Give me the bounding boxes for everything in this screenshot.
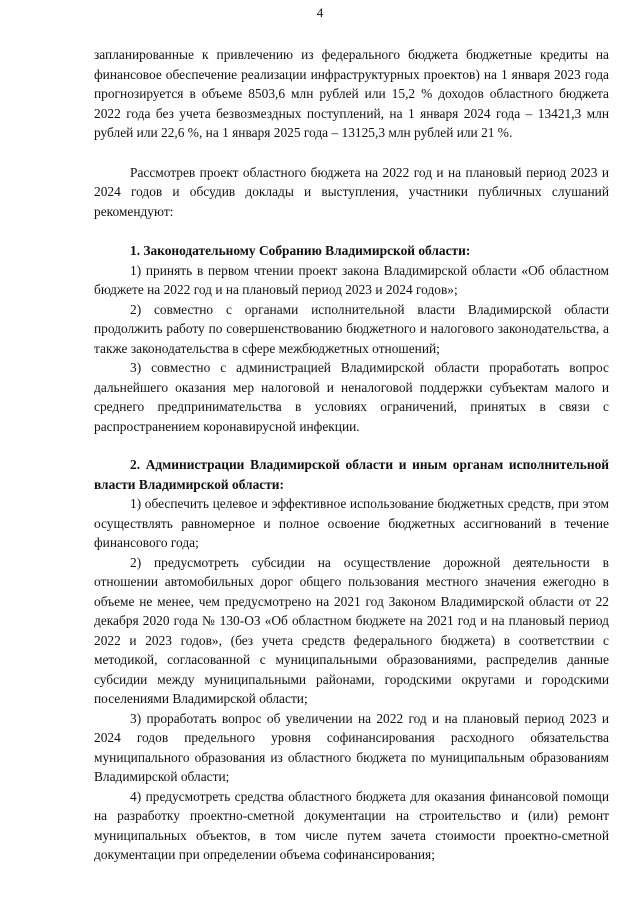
page-number: 4 (316, 5, 324, 20)
paragraph-item-1-2: 2) совместно с органами исполнительной власти Владимирской области продолжить работу по совершенствованию бюджетного и налогового законодательства, а также законодательства в сфере межбюджетных отношений; (94, 301, 609, 356)
heading-legislative-assembly: 1. Законодательному Собранию Владимирской области: (130, 243, 471, 258)
document-body (94, 45, 609, 865)
paragraph-item-2-1: 1) обеспечить целевое и эффективное использование бюджетных средств, при этом осуществлять равномерное и полное освоение бюджетных ассигнований в течение финансового года; (94, 496, 609, 550)
paragraph-debt-forecast: запланированные к привлечению из федерального бюджета бюджетные кредиты на финансовое обеспечение реализации инфраструктурных проектов) на 1 января 2023 года прогнозируется в объеме 8503,6 млн рублей или 15,2 % доходов областного бюджета 2022 года без учета безвозмездных поступлений, на 1 января 2024 года – 13421,3 млн рублей или 22,6 %, на 1 января 2025 года – 13125,3 млн рублей или 21 %. (94, 47, 609, 140)
paragraph-item-1-1: 1) принять в первом чтении проект закона Владимирской области «Об областном бюджете на 2022 год и на плановый период 2023 и 2024 годов»; (94, 262, 609, 297)
heading-administration: 2. Администрации Владимирской области и иным органам исполнительной власти Владимирской области: (94, 457, 609, 492)
paragraph-item-2-2: 2) предусмотреть субсидии на осуществление дорожной деятельности в отношении автомобильных дорог общего пользования местного значения ежегодно в объеме не менее, чем предусмотрено на 2021 год Законом Владимирской области от 22 декабря 2020 года № 130-ОЗ «Об областном бюджете на 2021 год и на плановый период 2022 и 2023 годов», (без учета средств федерального бюджета) в соответствии с методикой, согласованной с муниципальными образованиями, распределив данные субсидии между муниципальными районами, городскими округами и городскими поселениями Владимирской области; (94, 554, 609, 706)
paragraph-recommendation-intro: Рассмотрев проект областного бюджета на 2022 год и на плановый период 2023 и 2024 годов и обсудив доклады и выступления, участники публичных слушаний рекомендуют: (94, 164, 609, 219)
paragraph-item-2-4: 4) предусмотреть средства областного бюджета для оказания финансовой помощи на разработку проектно-сметной документации на строительство и (или) ремонт муниципальных объектов, в том числе путем зачета стоимости проектно-сметной документации при определении объема софинансирования; (94, 788, 609, 862)
paragraph-item-1-3: 3) совместно с администрацией Владимирской области проработать вопрос дальнейшего оказания мер налоговой и неналоговой поддержки субъектам малого и среднего предпринимательства в условиях ограничений, принятых в связи с распространением коронавирусной инфекции. (94, 360, 609, 434)
paragraph-item-2-3: 3) проработать вопрос об увеличении на 2022 год и на плановый период 2023 и 2024 годов предельного уровня софинансирования расходного обязательства муниципального образования из областного бюджета по муниципальным образованиям Владимирской области; (94, 710, 609, 784)
